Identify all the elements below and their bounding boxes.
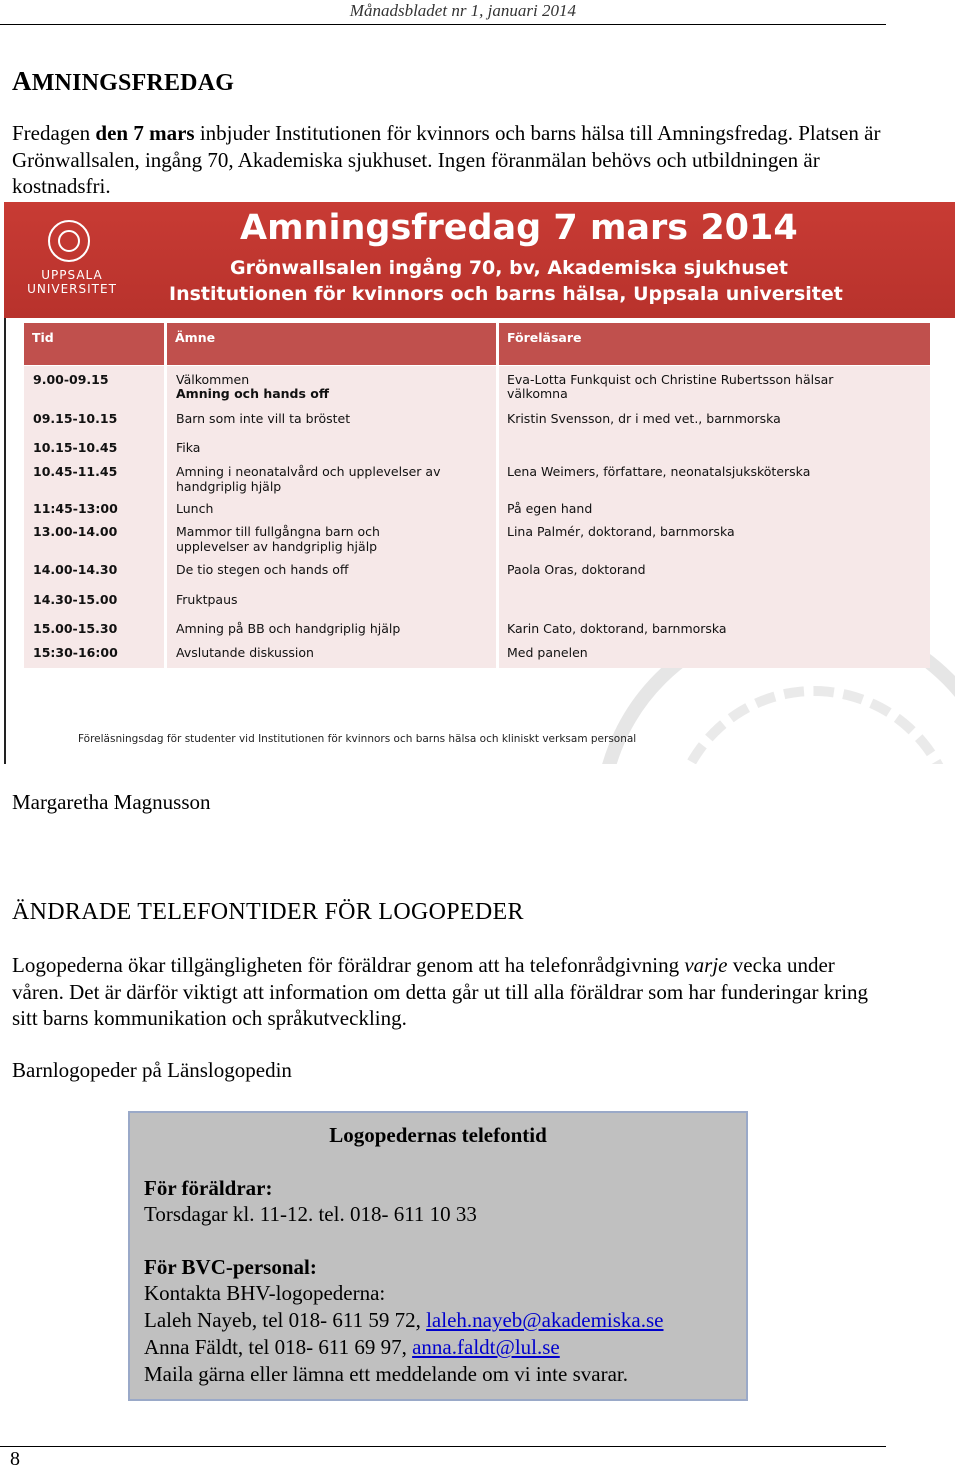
column-divider bbox=[164, 323, 167, 668]
logopeder-paragraph: Logopederna ökar tillgängligheten för föräldrar genom att ha telefonrådgivning varje vecka under våren. Det är därför viktigt att information om detta går ut till alla föräldrar som har funderingar kring sitt barns kommunikation och språkutveckling. bbox=[12, 953, 869, 1030]
author-signature: Margaretha Magnusson bbox=[12, 790, 211, 814]
newsletter-title: Månadsbladet nr 1, januari 2014 bbox=[349, 1, 576, 20]
poster-department: Institutionen för kvinnors och barns hälsa, Uppsala universitet bbox=[169, 283, 843, 305]
row-speaker: Karin Cato, doktorand, barnmorska bbox=[507, 621, 727, 636]
parents-hours: Torsdagar kl. 11-12. tel. 018- 611 10 33 bbox=[144, 1202, 477, 1226]
row-topic-line2: Amning och hands off bbox=[176, 386, 330, 401]
row-topic: Amning i neonatalvård och upplevelser av bbox=[176, 464, 441, 479]
footer-rule bbox=[0, 1446, 886, 1447]
row-time: 09.15-10.15 bbox=[33, 411, 118, 426]
column-header-topic: Ämne bbox=[167, 323, 496, 365]
phone-times-box bbox=[128, 1111, 748, 1401]
running-header bbox=[0, 0, 886, 25]
row-time: 15.00-15.30 bbox=[33, 621, 118, 636]
column-header-speaker: Föreläsare bbox=[499, 323, 930, 365]
poster-venue: Grönwallsalen ingång 70, bv, Akademiska sjukhuset bbox=[230, 257, 789, 279]
university-seal-icon bbox=[48, 220, 90, 262]
row-topic: De tio stegen och hands off bbox=[176, 562, 349, 577]
bvc-label: För BVC-personal: bbox=[144, 1255, 317, 1279]
poster-footer: Föreläsningsdag för studenter vid Institutionen för kvinnors och barns hälsa och kliniskt verksam personal bbox=[78, 733, 637, 745]
row-topic: Amning på BB och handgriplig hjälp bbox=[176, 621, 401, 636]
column-divider bbox=[496, 323, 499, 668]
row-speaker: Kristin Svensson, dr i med vet., barnmorska bbox=[507, 411, 781, 426]
schedule-table bbox=[24, 366, 930, 668]
row-speaker: På egen hand bbox=[507, 501, 593, 516]
row-topic: Barn som inte vill ta bröstet bbox=[176, 411, 351, 426]
university-name: UPPSALA UNIVERSITET bbox=[27, 268, 117, 296]
poster-edge bbox=[4, 318, 6, 764]
box-title: Logopedernas telefontid bbox=[329, 1123, 547, 1147]
logopeder-signature: Barnlogopeder på Länslogopedin bbox=[12, 1058, 292, 1082]
email-link-anna[interactable]: anna.faldt@lul.se bbox=[412, 1335, 560, 1359]
parents-label: För föräldrar: bbox=[144, 1176, 273, 1200]
amningsfredag-heading: AMNINGSFREDAG bbox=[12, 66, 235, 96]
row-time: 9.00-09.15 bbox=[33, 372, 109, 387]
row-time: 14.00-14.30 bbox=[33, 562, 118, 577]
row-time: 13.00-14.00 bbox=[33, 524, 118, 539]
row-time: 14.30-15.00 bbox=[33, 592, 118, 607]
row-topic-line2: upplevelser av handgriplig hjälp bbox=[176, 539, 378, 554]
event-poster bbox=[4, 202, 955, 764]
row-time: 15:30-16:00 bbox=[33, 645, 118, 660]
amningsfredag-intro: Fredagen den 7 mars inbjuder Institutionen för kvinnors och barns hälsa till Amningsfredag. Platsen är Grönwallsalen, ingång 70, Akademiska sjukhuset. Ingen föranmälan behövs och utbildningen är kostnadsfri. bbox=[12, 121, 881, 198]
row-speaker: Lena Weimers, författare, neonatalsjuksköterska bbox=[507, 464, 811, 479]
row-time: 10.45-11.45 bbox=[33, 464, 118, 479]
page-number: 8 bbox=[10, 1448, 20, 1470]
row-time: 10.15-10.45 bbox=[33, 440, 118, 455]
row-topic: Mammor till fullgångna barn och bbox=[176, 524, 380, 539]
row-speaker: Med panelen bbox=[507, 645, 588, 660]
column-header-time: Tid bbox=[24, 323, 164, 365]
poster-banner bbox=[4, 202, 955, 318]
row-topic: Lunch bbox=[176, 501, 214, 516]
contact-anna: Anna Fäldt, tel 018- 611 69 97, anna.faldt@lul.se bbox=[144, 1335, 560, 1359]
row-topic: Avslutande diskussion bbox=[176, 645, 314, 660]
row-speaker: Paola Oras, doktorand bbox=[507, 562, 646, 577]
poster-title: Amningsfredag 7 mars 2014 bbox=[240, 208, 798, 248]
row-speaker: Lina Palmér, doktorand, barnmorska bbox=[507, 524, 735, 539]
row-topic: Välkommen bbox=[176, 372, 250, 387]
row-topic: Fruktpaus bbox=[176, 592, 238, 607]
bvc-intro: Kontakta BHV-logopederna: bbox=[144, 1281, 386, 1305]
closing-note: Maila gärna eller lämna ett meddelande om vi inte svarar. bbox=[144, 1362, 628, 1386]
email-link-laleh[interactable]: laleh.nayeb@akademiska.se bbox=[426, 1308, 664, 1332]
row-speaker: Eva-Lotta Funkquist och Christine Rubertsson hälsar bbox=[507, 372, 834, 387]
row-speaker-line2: välkomna bbox=[507, 386, 568, 401]
contact-laleh: Laleh Nayeb, tel 018- 611 59 72, laleh.nayeb@akademiska.se bbox=[144, 1308, 664, 1332]
row-time: 11:45-13:00 bbox=[33, 501, 118, 516]
logopeder-heading: ÄNDRADE TELEFONTIDER FÖR LOGOPEDER bbox=[12, 899, 524, 925]
row-topic: Fika bbox=[176, 440, 201, 455]
row-topic-line2: handgriplig hjälp bbox=[176, 479, 282, 494]
